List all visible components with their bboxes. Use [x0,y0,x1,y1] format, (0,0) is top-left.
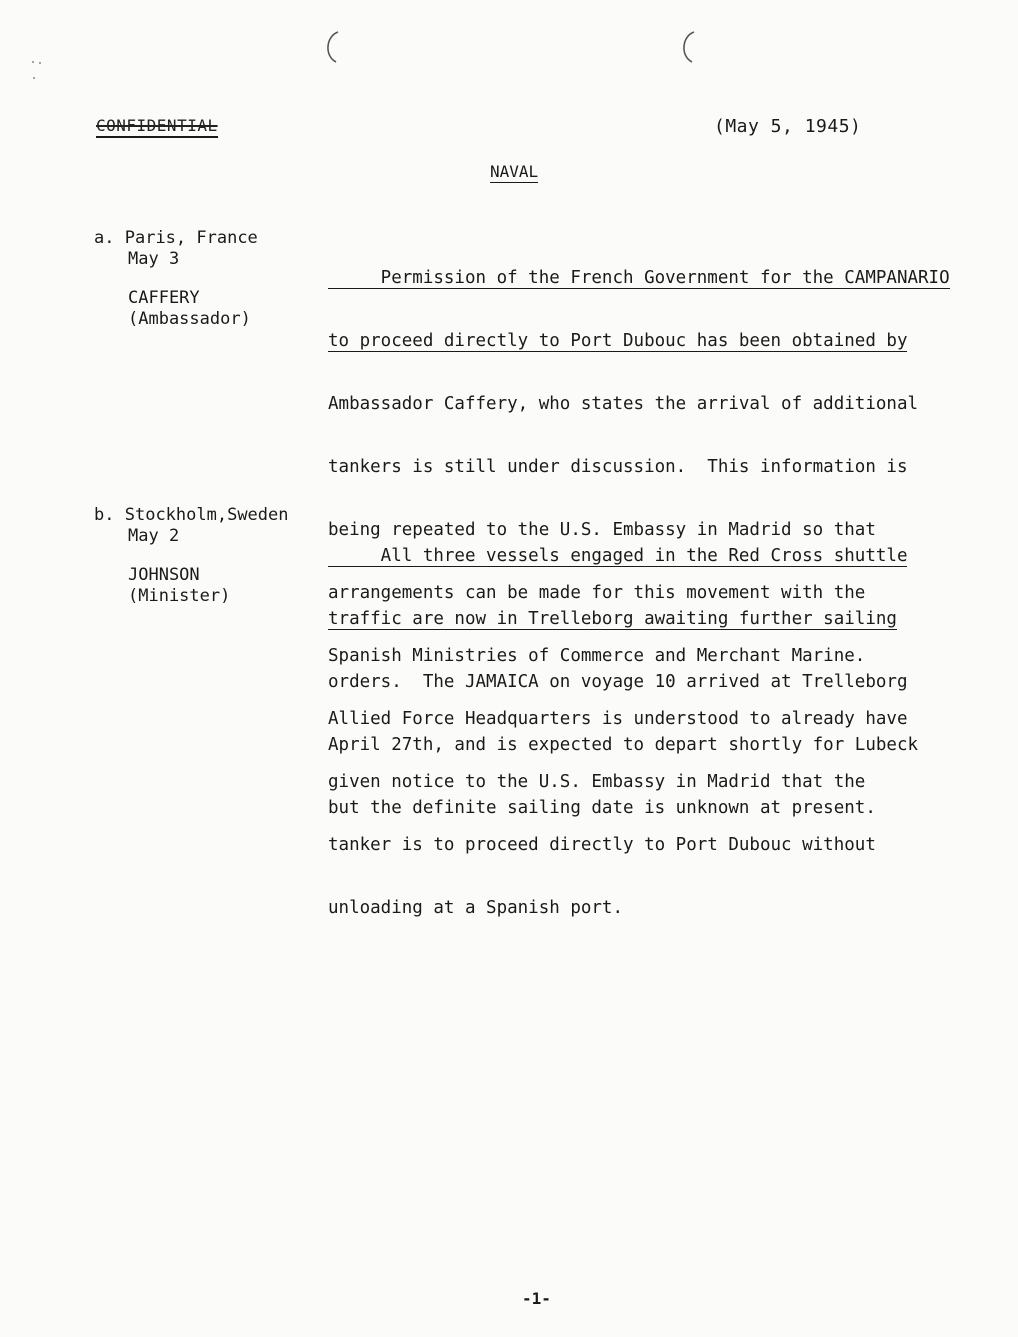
entry-place: Stockholm,Sweden [124,505,289,525]
entry-origin [94,505,289,526]
entry-role: (Minister) [128,586,231,606]
entry-body-b [328,504,918,861]
entry-source-a [94,228,258,330]
entry-date: May 2 [128,526,180,546]
body-line: Permission of the French Government for the CAMPANARIO [328,268,950,288]
body-line: tanker is to proceed directly to Port Dubouc without [328,835,876,855]
entry-sender: CAFFERY [128,288,200,308]
body-line: All three vessels engaged in the Red Cross shuttle [328,546,908,566]
paper-specks [30,58,44,84]
body-line: given notice to the U.S. Embassy in Madrid that the [328,772,866,792]
entry-sender: JOHNSON [128,565,200,585]
body-line: to proceed directly to Port Dubouc has been obtained by [328,331,908,351]
body-line: unloading at a Spanish port. [328,898,624,918]
body-line: Ambassador Caffery, who states the arrival of additional [328,394,919,414]
entry-source-b [94,505,289,607]
document-date: (May 5, 1945) [714,116,862,137]
classification-marking: CONFIDENTIAL [96,116,218,138]
body-line: orders. The JAMAICA on voyage 10 arrived at Trelleborg [328,672,908,692]
entry-date: May 3 [128,249,180,269]
entry-letter: b. [94,505,115,525]
punch-hole-mark [320,30,342,64]
body-line: arrangements can be made for this movement with the [328,583,866,603]
body-line: Spanish Ministries of Commerce and Merchant Marine. [328,646,866,666]
body-line: but the definite sailing date is unknown at present. [328,798,876,818]
punch-hole-mark [676,30,698,64]
entry-letter: a. [94,228,115,248]
entry-origin [94,228,258,249]
body-line: Allied Force Headquarters is understood to already have [328,709,908,729]
body-line: April 27th, and is expected to depart shortly for Lubeck [328,735,919,755]
entry-role: (Ambassador) [128,309,251,329]
section-title: NAVAL [490,162,539,181]
page-number: -1- [522,1289,551,1308]
body-line: traffic are now in Trelleborg awaiting further sailing [328,609,897,629]
body-line: tankers is still under discussion. This information is [328,457,908,477]
body-line: being repeated to the U.S. Embassy in Madrid so that [328,520,876,540]
entry-place: Paris, France [124,228,258,248]
